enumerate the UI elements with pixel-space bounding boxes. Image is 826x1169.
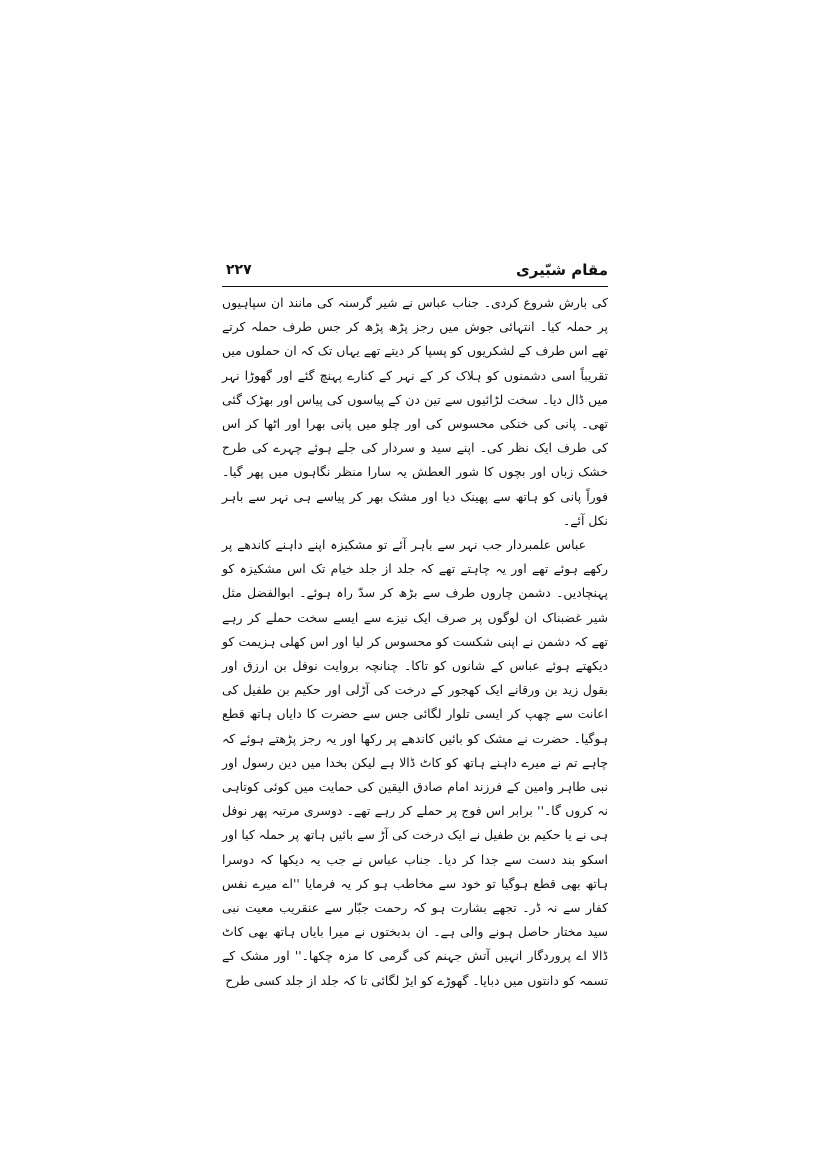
page-header xyxy=(222,258,608,288)
paragraph: عباس علمبردار جب نہر سے باہر آئے تو مشکیزہ اپنے داہنے کاندھے پر رکھے ہوئے تھے اور یہ چاہتے تھے کہ جلد از جلد خیام تک اس مشکیزہ کو پہنچادیں۔ دشمن چاروں طرف سے بڑھ کر سدّ راہ ہوئے۔ ابوالفضل مثل شیر غضبناک ان لوگوں پر صرف ایک نیزے سے ایسے سخت حملے کر رہے تھے کہ دشمن نے اپنی شکست کو محسوس کر لیا اور اس کھلی ہزیمت کو دیکھتے ہوئے عباس کے شانوں کو تاکا۔ چنانچہ بروایت نوفل بن ارزق اور بقول زید بن ورقانے ایک کھجور کے درخت کی آڑلی اور حکیم بن طفیل کی اعانت سے چھپ کر ایسی تلوار لگائی جس سے حضرت کا دایاں ہاتھ قطع ہوگیا۔ حضرت نے مشک کو بائیں کاندھے پر رکھا اور یہ رجز پڑھتے ہوئے کہ چاہے تم نے میرے داہنے ہاتھ کو کاٹ ڈالا ہے لیکن بخدا میں دین رسول اور نبی طاہر وامین کے فرزند امام صادق الیقین کی حمایت میں کوئی کوتاہی نہ کروں گا۔'' برابر اس فوج پر حملے کر رہے تھے۔ دوسری مرتبہ پھر نوفل ہی نے یا حکیم بن طفیل نے ایک درخت کی آڑ سے بائیں ہاتھ پر حملہ کیا اور اسکو بند دست سے جدا کر دیا۔ جناب عباس نے جب یہ دیکھا کہ دوسرا ہاتھ بھی قطع ہوگیا تو خود سے مخاطب ہو کر یہ فرمایا ''اے میرے نفس کفار سے نہ ڈر۔ تجھے بشارت ہو کہ رحمت جبّار سے عنقریب معیت نبی سید مختار حاصل ہونے والی ہے۔ ان بدبختوں نے میرا بایاں ہاتھ بھی کاٹ ڈالا اے پروردگار انہیں آتش جہنم کی گرمی کا مزہ چکھا۔'' اور مشک کے تسمہ کو دانتوں میں دبایا۔ گھوڑے کو ایڑ لگائی تا کہ جلد از جلد کسی طرح xyxy=(222,537,608,988)
paragraph: کی بارش شروع کردی۔ جناب عباس نے شیر گرسنہ کی مانند ان سپاہیوں پر حملہ کیا۔ انتہائی جوش میں رجز پڑھ پڑھ کر جس طرف حملہ کرتے تھے اس طرف کے لشکریوں کو پسپا کر دیتے تھے یہاں تک کہ ان حملوں میں تقریباً اسی دشمنوں کو ہلاک کر کے نہر کے کنارے پہنچ گئے اور گھوڑا نہر میں ڈال دیا۔ سخت لڑائیوں سے تین دن کے پیاسوں کی پیاس اور بھڑک گئی تھی۔ پانی کی خنکی محسوس کی اور چلو میں پانی بھرا اور اٹھا کر اس کی طرف ایک نظر کی۔ اپنے سید و سردار کی جلے ہوئے چہرے کی طرح خشک زباں اور بچوں کا شور العطش یہ سارا منظر نگاہوں میں پھر گیا۔ فوراً پانی کو ہاتھ سے پھینک دیا اور مشک بھر کر پیاسے ہی نہر سے باہر نکل آئے۔ xyxy=(222,295,608,528)
page-number: ۲۲۷ xyxy=(226,262,252,278)
running-title: مقام شبّیری xyxy=(515,261,608,279)
body-text xyxy=(222,291,608,993)
header-rule xyxy=(222,286,608,287)
